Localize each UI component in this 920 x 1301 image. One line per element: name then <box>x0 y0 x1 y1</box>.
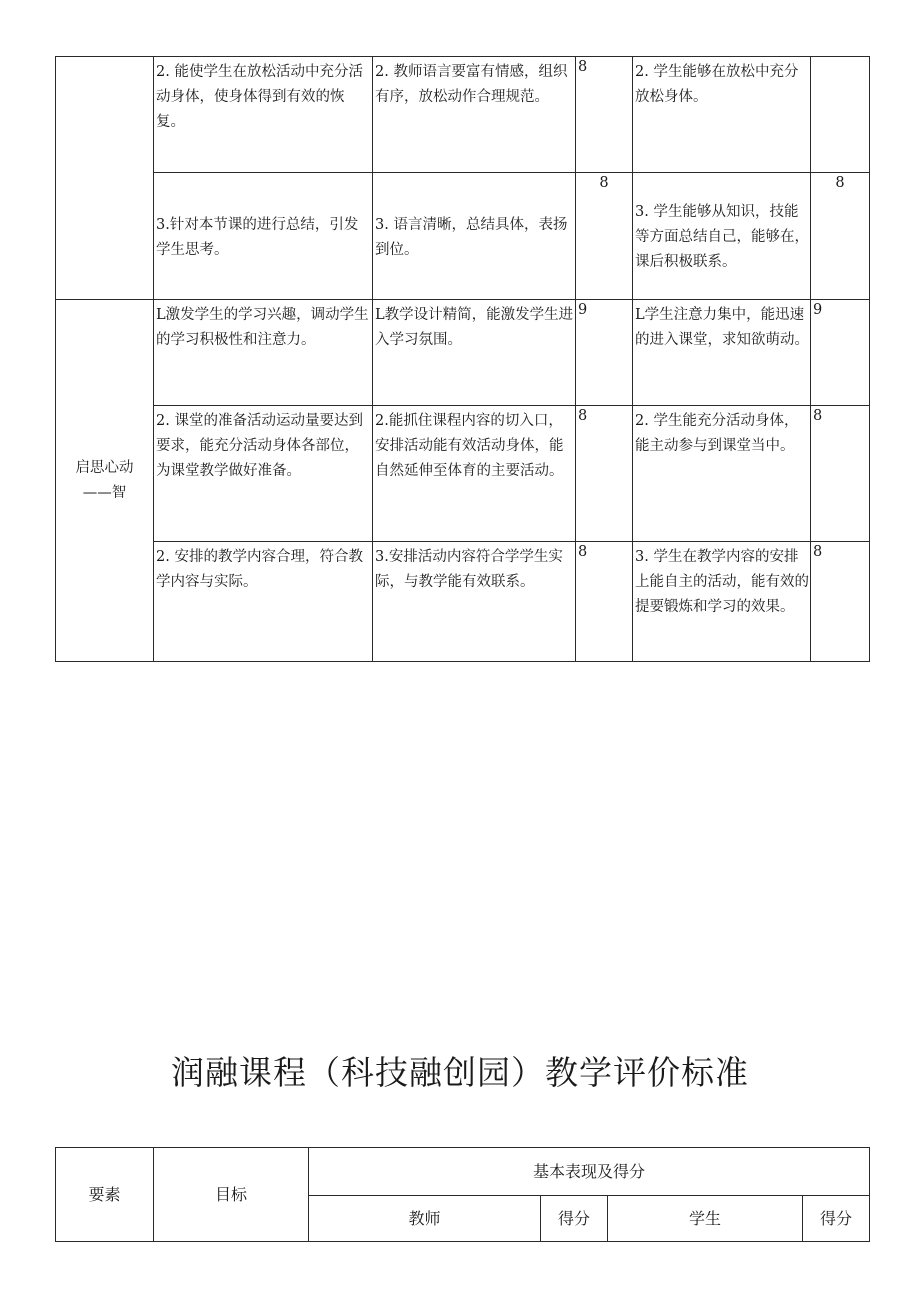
element-cell <box>56 57 154 300</box>
teacher-cell: 3.安排活动内容符合学学生实际，与教学能有效联系。 <box>373 542 576 662</box>
table-row <box>56 406 870 542</box>
teacher-header: 教师 <box>309 1196 541 1242</box>
table-row <box>56 1148 870 1196</box>
page-title: 润融课程（科技融创园）教学评价标准 <box>171 1053 749 1092</box>
evaluation-table-continued <box>55 56 870 662</box>
element-header: 要素 <box>56 1148 154 1242</box>
teacher-cell: 2.能抓住课程内容的切入口，安排活动能有效活动身体，能自然延伸至体育的主要活动。 <box>373 406 576 542</box>
element-cell: 启思心动——智 <box>56 300 154 662</box>
teacher-score-cell: 8 <box>576 406 633 542</box>
teacher-score-header: 得分 <box>541 1196 608 1242</box>
student-score-cell: 8 <box>811 542 870 662</box>
student-score-cell: 8 <box>811 406 870 542</box>
teacher-score-cell: 9 <box>576 300 633 406</box>
goal-header: 目标 <box>154 1148 309 1242</box>
teacher-cell: 2. 教师语言要富有情感，组织有序，放松动作合理规范。 <box>373 57 576 173</box>
goal-cell: 3.针对本节课的进行总结，引发学生思考。 <box>154 173 373 300</box>
student-cell: 3. 学生能够从知识，技能等方面总结自己，能够在，课后积极联系。 <box>633 173 811 300</box>
table-row <box>56 300 870 406</box>
goal-cell: 2. 课堂的准备活动运动量要达到要求，能充分活动身体各部位，为课堂教学做好准备。 <box>154 406 373 542</box>
teacher-cell: 3. 语言清晰，总结具体，表扬到位。 <box>373 173 576 300</box>
student-score-cell: 9 <box>811 300 870 406</box>
student-cell: 3. 学生在教学内容的安排上能自主的活动，能有效的提要锻炼和学习的效果。 <box>633 542 811 662</box>
student-score-cell: 8 <box>811 173 870 300</box>
student-score-header: 得分 <box>803 1196 870 1242</box>
teacher-score-cell: 8 <box>576 542 633 662</box>
table-row <box>56 542 870 662</box>
student-cell: 2. 学生能充分活动身体，能主动参与到课堂当中。 <box>633 406 811 542</box>
table-row <box>56 57 870 173</box>
student-score-cell <box>811 57 870 173</box>
evaluation-table-header <box>55 1147 870 1242</box>
student-cell: 2. 学生能够在放松中充分放松身体。 <box>633 57 811 173</box>
student-cell: L学生注意力集中，能迅速的进入课堂，求知欲萌动。 <box>633 300 811 406</box>
performance-header: 基本表现及得分 <box>309 1148 870 1196</box>
student-header: 学生 <box>608 1196 803 1242</box>
teacher-score-cell: 8 <box>576 57 633 173</box>
goal-cell: 2. 安排的教学内容合理，符合教学内容与实际。 <box>154 542 373 662</box>
teacher-cell: L教学设计精简，能激发学生进入学习氛围。 <box>373 300 576 406</box>
goal-cell: L激发学生的学习兴趣，调动学生的学习积极性和注意力。 <box>154 300 373 406</box>
table-row <box>56 173 870 300</box>
teacher-score-cell: 8 <box>576 173 633 300</box>
goal-cell: 2. 能使学生在放松活动中充分活动身体，使身体得到有效的恢复。 <box>154 57 373 173</box>
